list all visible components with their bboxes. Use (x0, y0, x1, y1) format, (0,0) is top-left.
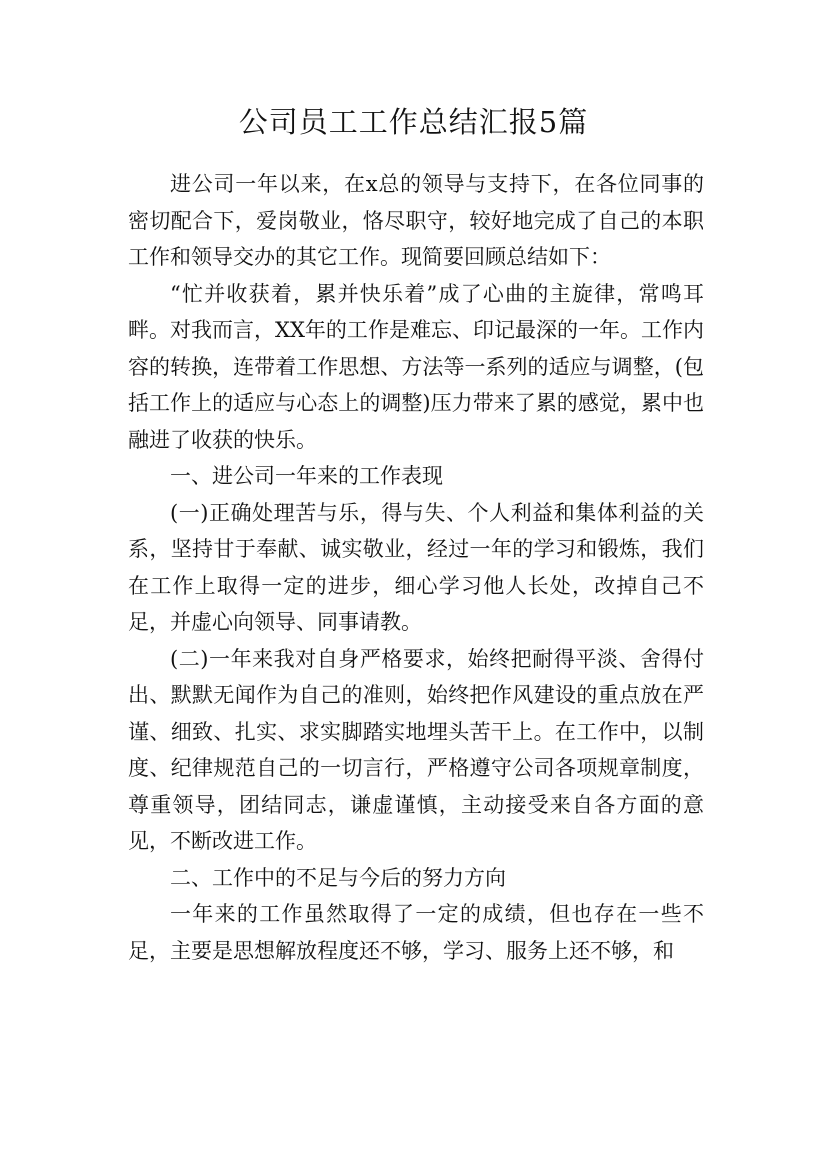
paragraph-motto: “忙并收获着，累并快乐着”成了心曲的主旋律，常鸣耳畔。对我而言，XX年的工作是难忘、印记最深的一年。工作内容的转换，连带着工作思想、方法等一系列的适应与调整，(包括工作上的适应与心态上的调整)压力带来了累的感觉，累中也融进了收获的快乐。 (128, 281, 704, 452)
document-title: 公司员工工作总结汇报5篇 (238, 105, 589, 139)
paragraph-point-two: (二)一年来我对自身严格要求，始终把耐得平淡、舍得付出、默默无闻作为自己的准则，始终把作风建设的重点放在严谨、细致、扎实、求实脚踏实地埋头苦干上。在工作中，以制度、纪律规范自己的一切言行，严格遵守公司各项规章制度，尊重领导，团结同志，谦虚谨慎，主动接受来自各方面的意见，不断改进工作。 (128, 646, 704, 853)
document-body (128, 166, 704, 969)
section-heading-performance: 一、进公司一年来的工作表现 (170, 464, 443, 488)
paragraph-point-one: (一)正确处理苦与乐，得与失、个人利益和集体利益的关系，坚持甘于奉献、诚实敬业，经过一年的学习和锻炼，我们在工作上取得一定的进步，细心学习他人长处，改掉自己不足，并虚心向领导、同事请教。 (128, 500, 704, 634)
paragraph-intro: 进公司一年以来，在x总的领导与支持下，在各位同事的密切配合下，爱岗敬业，恪尽职守，较好地完成了自己的本职工作和领导交办的其它工作。现简要回顾总结如下： (128, 172, 704, 269)
section-heading-shortcomings: 二、工作中的不足与今后的努力方向 (170, 865, 506, 890)
paragraph-shortcomings: 一年来的工作虽然取得了一定的成绩，但也存在一些不足，主要是思想解放程度还不够，学习、服务上还不够，和 (128, 902, 704, 963)
